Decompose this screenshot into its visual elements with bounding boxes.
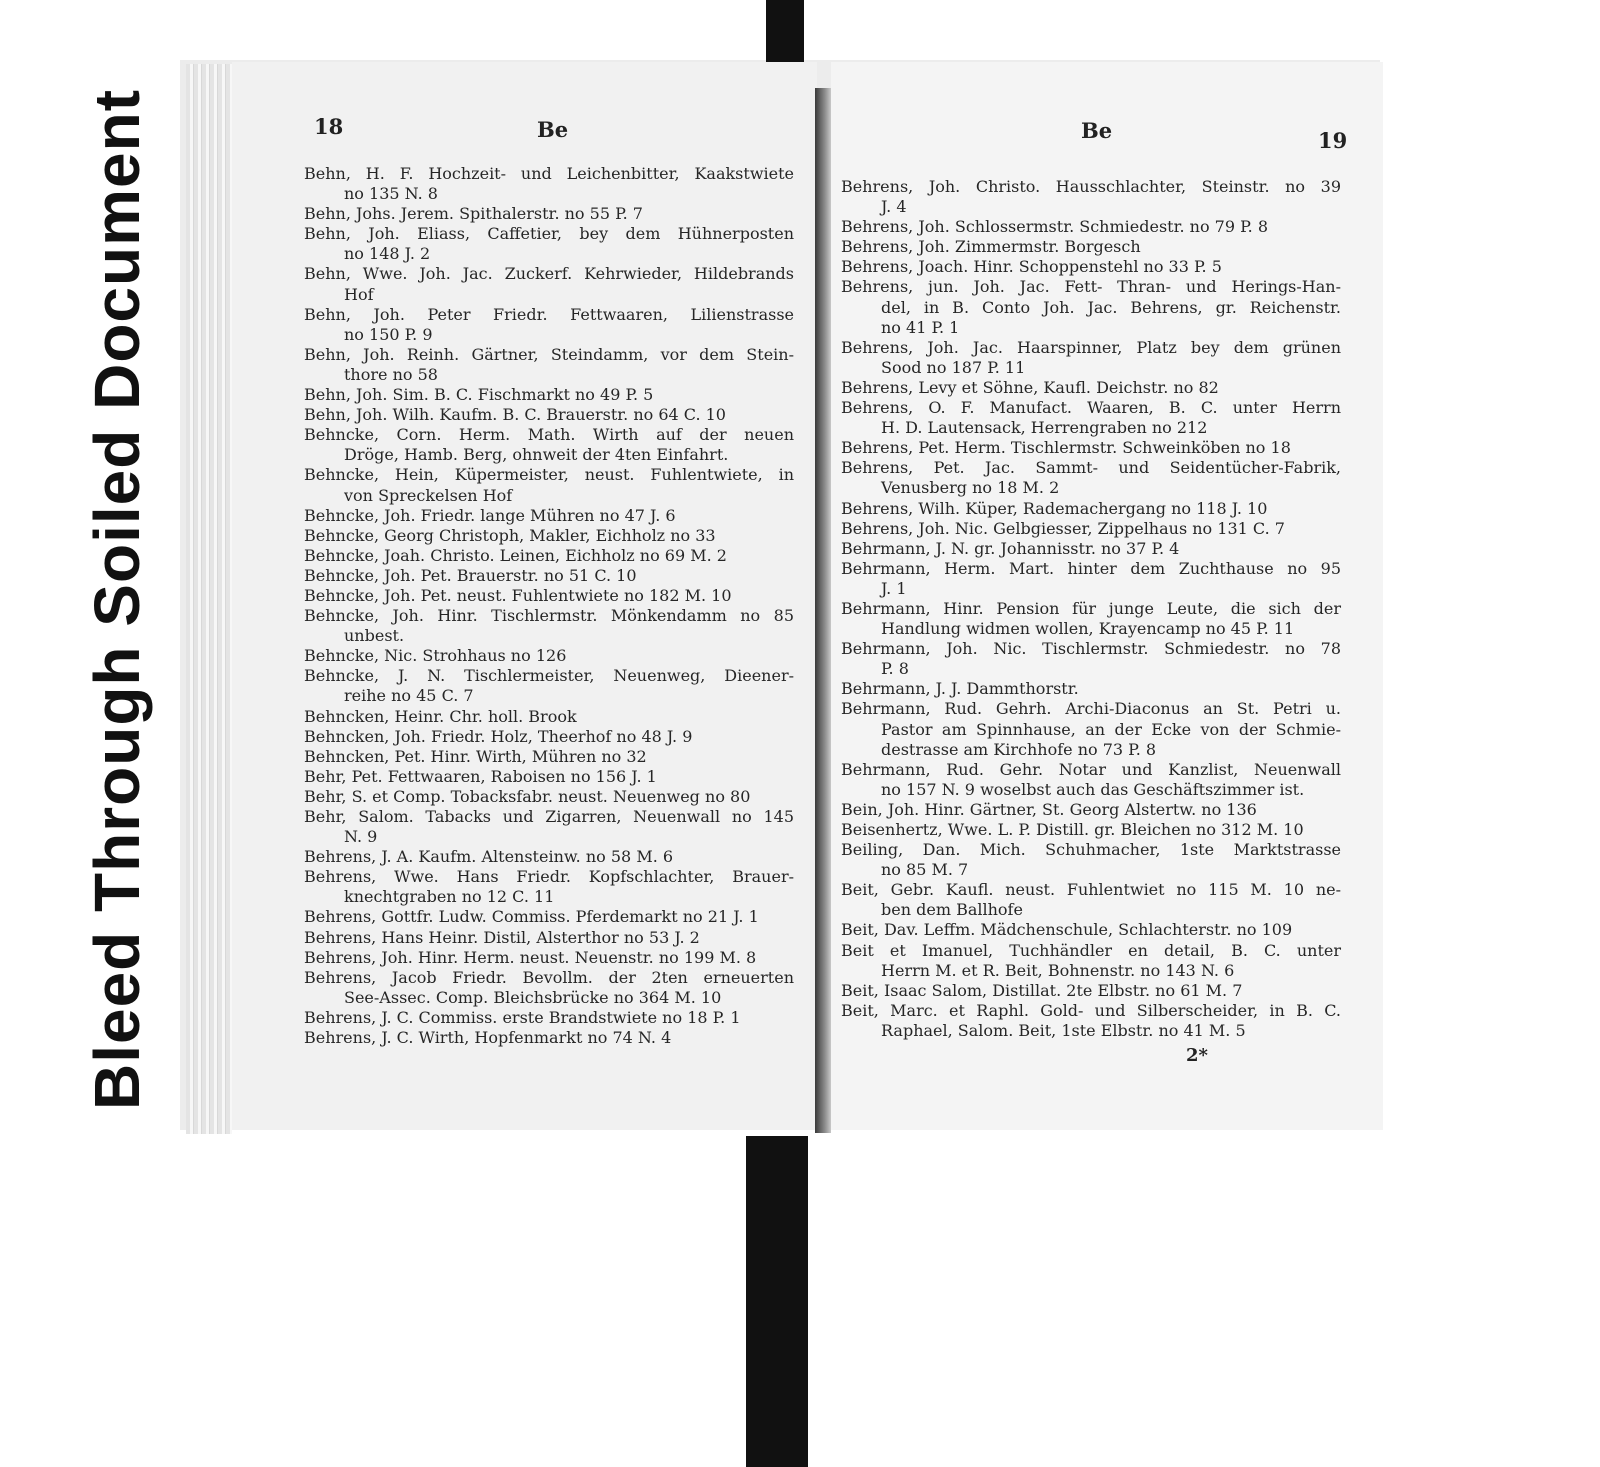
directory-entry — [304, 224, 794, 264]
entry-line: Behrmann, Hinr. Pension für junge Leute, die sich der — [841, 598, 1341, 618]
entry-line: Beit, Marc. et Raphl. Gold- und Silberscheider, in B. C. — [841, 1000, 1341, 1020]
entry-line: Behrmann, Rud. Gehr. Notar und Kanzlist, Neuenwall — [841, 759, 1341, 779]
directory-entry — [841, 378, 1341, 398]
entry-line: Behncke, Joh. Friedr. lange Mühren no 47 J. 6 — [304, 505, 676, 525]
entry-line: Behrens, Joh. Schlossermstr. Schmiedestr. no 79 P. 8 — [841, 217, 1268, 237]
directory-entry — [304, 164, 794, 204]
right-page — [831, 62, 1383, 1130]
entry-line: Behncken, Pet. Hinr. Wirth, Mühren no 32 — [304, 746, 647, 766]
entry-line: Behn, Joh. Eliass, Caffetier, bey dem Hühnerposten — [304, 224, 794, 244]
entry-continuation: no 135 N. 8 — [344, 184, 438, 204]
entry-line: Behncke, Joh. Pet. Brauerstr. no 51 C. 10 — [304, 565, 637, 585]
entry-line: Behncke, Nic. Strohhaus no 126 — [304, 646, 567, 666]
left-page — [232, 62, 817, 1130]
entry-line: Behrmann, J. J. Dammthorstr. — [841, 679, 1079, 699]
directory-entry — [304, 1008, 794, 1028]
directory-entry — [841, 257, 1341, 277]
entry-continuation: no 157 N. 9 woselbst auch das Geschäftszimmer ist. — [881, 779, 1305, 799]
entry-line: Behrens, Joh. Zimmermstr. Borgesch — [841, 237, 1141, 257]
entry-line: Behrens, Levy et Söhne, Kaufl. Deichstr. no 82 — [841, 377, 1219, 397]
entry-list — [304, 164, 794, 1048]
entry-line: Behn, Wwe. Joh. Jac. Zuckerf. Kehrwieder, Hildebrands — [304, 264, 794, 284]
entry-continuation: Sood no 187 P. 11 — [881, 357, 1026, 377]
directory-entry — [304, 264, 794, 304]
entry-line: Behncke, Joh. Pet. neust. Fuhlentwiete no 182 M. 10 — [304, 585, 732, 605]
directory-entry — [841, 539, 1341, 559]
entry-line: Behrens, Joh. Jac. Haarspinner, Platz bey dem grünen — [841, 337, 1341, 357]
entry-line: Beit et Imanuel, Tuchhändler en detail, B. C. unter — [841, 940, 1341, 960]
directory-entry — [304, 405, 794, 425]
entry-continuation: Herrn M. et R. Beit, Bohnenstr. no 143 N. 6 — [881, 960, 1235, 980]
page-edges — [186, 64, 232, 1134]
entry-continuation: P. 8 — [881, 659, 909, 679]
entry-line: Behncken, Heinr. Chr. holl. Brook — [304, 706, 577, 726]
entry-line: Behncke, J. N. Tischlermeister, Neuenweg, Dieener- — [304, 666, 794, 686]
directory-entry — [304, 345, 794, 385]
directory-entry — [841, 941, 1341, 981]
entry-line: Behncke, Corn. Herm. Math. Wirth auf der neuen — [304, 425, 794, 445]
running-head: Be — [537, 117, 569, 142]
entry-line: Behrens, Wilh. Küper, Rademachergang no 118 J. 10 — [841, 498, 1268, 518]
directory-entry — [304, 707, 794, 727]
directory-entry — [841, 177, 1341, 217]
directory-entry — [304, 847, 794, 867]
entry-list — [841, 177, 1341, 1041]
directory-entry — [304, 1028, 794, 1048]
entry-line: Behncke, Joh. Hinr. Tischlermstr. Mönkendamm no 85 — [304, 606, 794, 626]
entry-line: Behrmann, Joh. Nic. Tischlermstr. Schmiedestr. no 78 — [841, 639, 1341, 659]
directory-entry — [841, 800, 1341, 820]
entry-line: Behrens, Pet. Herm. Tischlermstr. Schweinköben no 18 — [841, 438, 1291, 458]
directory-entry — [304, 948, 794, 968]
directory-entry — [304, 425, 794, 465]
entry-continuation: J. 1 — [881, 578, 907, 598]
entry-line: Behr, S. et Comp. Tobacksfabr. neust. Neuenweg no 80 — [304, 786, 751, 806]
directory-entry — [304, 586, 794, 606]
entry-line: Behncke, Joah. Christo. Leinen, Eichholz no 69 M. 2 — [304, 545, 727, 565]
entry-line: Behr, Pet. Fettwaaren, Raboisen no 156 J. 1 — [304, 766, 657, 786]
entry-continuation: no 148 J. 2 — [344, 244, 431, 264]
entry-line: Behn, Johs. Jerem. Spithalerstr. no 55 P. 7 — [304, 204, 643, 224]
entry-line: Behncke, Georg Christoph, Makler, Eichholz no 33 — [304, 525, 716, 545]
entry-continuation: unbest. — [344, 626, 405, 646]
entry-line: Behn, Joh. Peter Friedr. Fettwaaren, Lilienstrasse — [304, 304, 794, 324]
directory-entry — [841, 760, 1341, 800]
entry-line: Behrens, J. C. Commiss. erste Brandstwiete no 18 P. 1 — [304, 1007, 741, 1027]
directory-entry — [304, 646, 794, 666]
directory-entry — [304, 767, 794, 787]
entry-continuation: Handlung widmen wollen, Krayencamp no 45 P. 11 — [881, 619, 1295, 639]
side-label: Bleed Through Soiled Document — [81, 88, 153, 1110]
signature-mark: 2* — [1186, 1045, 1208, 1066]
entry-line: Behrens, Gottfr. Ludw. Commiss. Pferdemarkt no 21 J. 1 — [304, 907, 759, 927]
entry-continuation: reihe no 45 C. 7 — [344, 686, 474, 706]
entry-continuation: thore no 58 — [344, 364, 438, 384]
directory-entry — [304, 606, 794, 646]
directory-entry — [304, 666, 794, 706]
directory-entry — [841, 519, 1341, 539]
directory-entry — [841, 920, 1341, 940]
entry-continuation: destrasse am Kirchhofe no 73 P. 8 — [881, 739, 1157, 759]
entry-line: Behn, Joh. Wilh. Kaufm. B. C. Brauerstr. no 64 C. 10 — [304, 405, 726, 425]
entry-line: Behn, H. F. Hochzeit- und Leichenbitter, Kaakstwiete — [304, 164, 794, 183]
entry-continuation: Dröge, Hamb. Berg, ohnweit der 4ten Einfahrt. — [344, 445, 729, 465]
entry-line: Behrens, Joh. Nic. Gelbgiesser, Zippelhaus no 131 C. 7 — [841, 518, 1285, 538]
entry-continuation: N. 9 — [344, 827, 378, 847]
directory-entry — [304, 385, 794, 405]
directory-entry — [841, 599, 1341, 639]
page-number: 18 — [314, 114, 344, 139]
entry-line: Behrens, O. F. Manufact. Waaren, B. C. unter Herrn — [841, 398, 1341, 418]
entry-line: Behrens, Hans Heinr. Distil, Alsterthor no 53 J. 2 — [304, 927, 700, 947]
directory-entry — [841, 458, 1341, 498]
directory-entry — [304, 747, 794, 767]
directory-entry — [841, 499, 1341, 519]
entry-line: Behrens, Joach. Hinr. Schoppenstehl no 33 P. 5 — [841, 257, 1222, 277]
entry-continuation: von Spreckelsen Hof — [344, 485, 513, 505]
entry-continuation: Venusberg no 18 M. 2 — [881, 478, 1060, 498]
entry-continuation: J. 4 — [881, 197, 907, 217]
running-head: Be — [1081, 118, 1113, 143]
directory-entry — [304, 928, 794, 948]
directory-entry — [841, 338, 1341, 378]
directory-entry — [304, 305, 794, 345]
entry-line: Behrens, Pet. Jac. Sammt- und Seidentücher-Fabrik, — [841, 458, 1341, 478]
directory-entry — [841, 639, 1341, 679]
directory-entry — [841, 679, 1341, 699]
entry-line: Behrens, J. C. Wirth, Hopfenmarkt no 74 N. 4 — [304, 1028, 672, 1048]
entry-line: Behn, Joh. Reinh. Gärtner, Steindamm, vor dem Stein- — [304, 344, 794, 364]
directory-entry — [304, 807, 794, 847]
entry-line: Beit, Isaac Salom, Distillat. 2te Elbstr. no 61 M. 7 — [841, 980, 1243, 1000]
directory-entry — [304, 727, 794, 747]
scanner-bar-bottom — [746, 1136, 808, 1467]
entry-line: Bein, Joh. Hinr. Gärtner, St. Georg Alstertw. no 136 — [841, 799, 1257, 819]
entry-continuation: H. D. Lautensack, Herrengraben no 212 — [881, 418, 1208, 438]
entry-line: Beisenhertz, Wwe. L. P. Distill. gr. Bleichen no 312 M. 10 — [841, 820, 1304, 839]
entry-line: Behncken, Joh. Friedr. Holz, Theerhof no 48 J. 9 — [304, 726, 693, 746]
entry-line: Behrens, jun. Joh. Jac. Fett- Thran- und Herings-Han- — [841, 277, 1341, 297]
directory-entry — [304, 506, 794, 526]
entry-line: Behrmann, Rud. Gehrh. Archi-Diaconus an St. Petri u. — [841, 699, 1341, 719]
entry-continuation: knechtgraben no 12 C. 11 — [344, 887, 555, 907]
directory-entry — [841, 699, 1341, 759]
entry-continuation: no 150 P. 9 — [344, 324, 433, 344]
directory-entry — [304, 907, 794, 927]
directory-entry — [841, 217, 1341, 237]
directory-entry — [304, 566, 794, 586]
directory-entry — [841, 277, 1341, 337]
entry-line: Behncke, Hein, Küpermeister, neust. Fuhlentwiete, in — [304, 465, 794, 485]
entry-continuation: Raphael, Salom. Beit, 1ste Elbstr. no 41 M. 5 — [881, 1020, 1246, 1040]
directory-entry — [304, 968, 794, 1008]
directory-entry — [841, 559, 1341, 599]
entry-continuation: del, in B. Conto Joh. Jac. Behrens, gr. Reichenstr. — [881, 297, 1341, 317]
directory-entry — [304, 204, 794, 224]
entry-continuation: Hof — [344, 284, 374, 304]
directory-entry — [841, 820, 1341, 840]
directory-entry — [841, 438, 1341, 458]
directory-entry — [304, 546, 794, 566]
entry-line: Behrens, J. A. Kaufm. Altensteinw. no 58 M. 6 — [304, 847, 674, 867]
directory-entry — [304, 867, 794, 907]
directory-entry — [304, 787, 794, 807]
entry-continuation: no 41 P. 1 — [881, 317, 960, 337]
entry-continuation: See-Assec. Comp. Bleichsbrücke no 364 M. 10 — [344, 987, 722, 1007]
directory-entry — [841, 981, 1341, 1001]
entry-line: Beit, Gebr. Kaufl. neust. Fuhlentwiet no 115 M. 10 ne- — [841, 880, 1341, 900]
directory-entry — [841, 398, 1341, 438]
entry-line: Behn, Joh. Sim. B. C. Fischmarkt no 49 P. 5 — [304, 385, 654, 405]
directory-entry — [841, 237, 1341, 257]
directory-entry — [304, 465, 794, 505]
entry-line: Behrmann, J. N. gr. Johannisstr. no 37 P. 4 — [841, 538, 1180, 558]
directory-entry — [841, 1001, 1341, 1041]
directory-entry — [841, 880, 1341, 920]
entry-continuation: ben dem Ballhofe — [881, 900, 1023, 920]
entry-line: Behrens, Joh. Christo. Hausschlachter, Steinstr. no 39 — [841, 177, 1341, 196]
entry-line: Beiling, Dan. Mich. Schuhmacher, 1ste Marktstrasse — [841, 840, 1341, 860]
entry-line: Behrens, Wwe. Hans Friedr. Kopfschlachter, Brauer- — [304, 867, 794, 887]
page-number: 19 — [1318, 128, 1348, 153]
entry-line: Behrmann, Herm. Mart. hinter dem Zuchthause no 95 — [841, 558, 1341, 578]
directory-entry — [304, 526, 794, 546]
entry-line: Beit, Dav. Leffm. Mädchenschule, Schlachterstr. no 109 — [841, 920, 1293, 940]
directory-entry — [841, 840, 1341, 880]
entry-continuation: Pastor am Spinnhause, an der Ecke von der Schmie- — [881, 719, 1341, 739]
entry-continuation: no 85 M. 7 — [881, 860, 969, 880]
entry-line: Behrens, Joh. Hinr. Herm. neust. Neuenstr. no 199 M. 8 — [304, 947, 757, 967]
entry-line: Behr, Salom. Tabacks und Zigarren, Neuenwall no 145 — [304, 807, 794, 826]
book-spine — [815, 88, 831, 1133]
entry-line: Behrens, Jacob Friedr. Bevollm. der 2ten erneuerten — [304, 967, 794, 987]
